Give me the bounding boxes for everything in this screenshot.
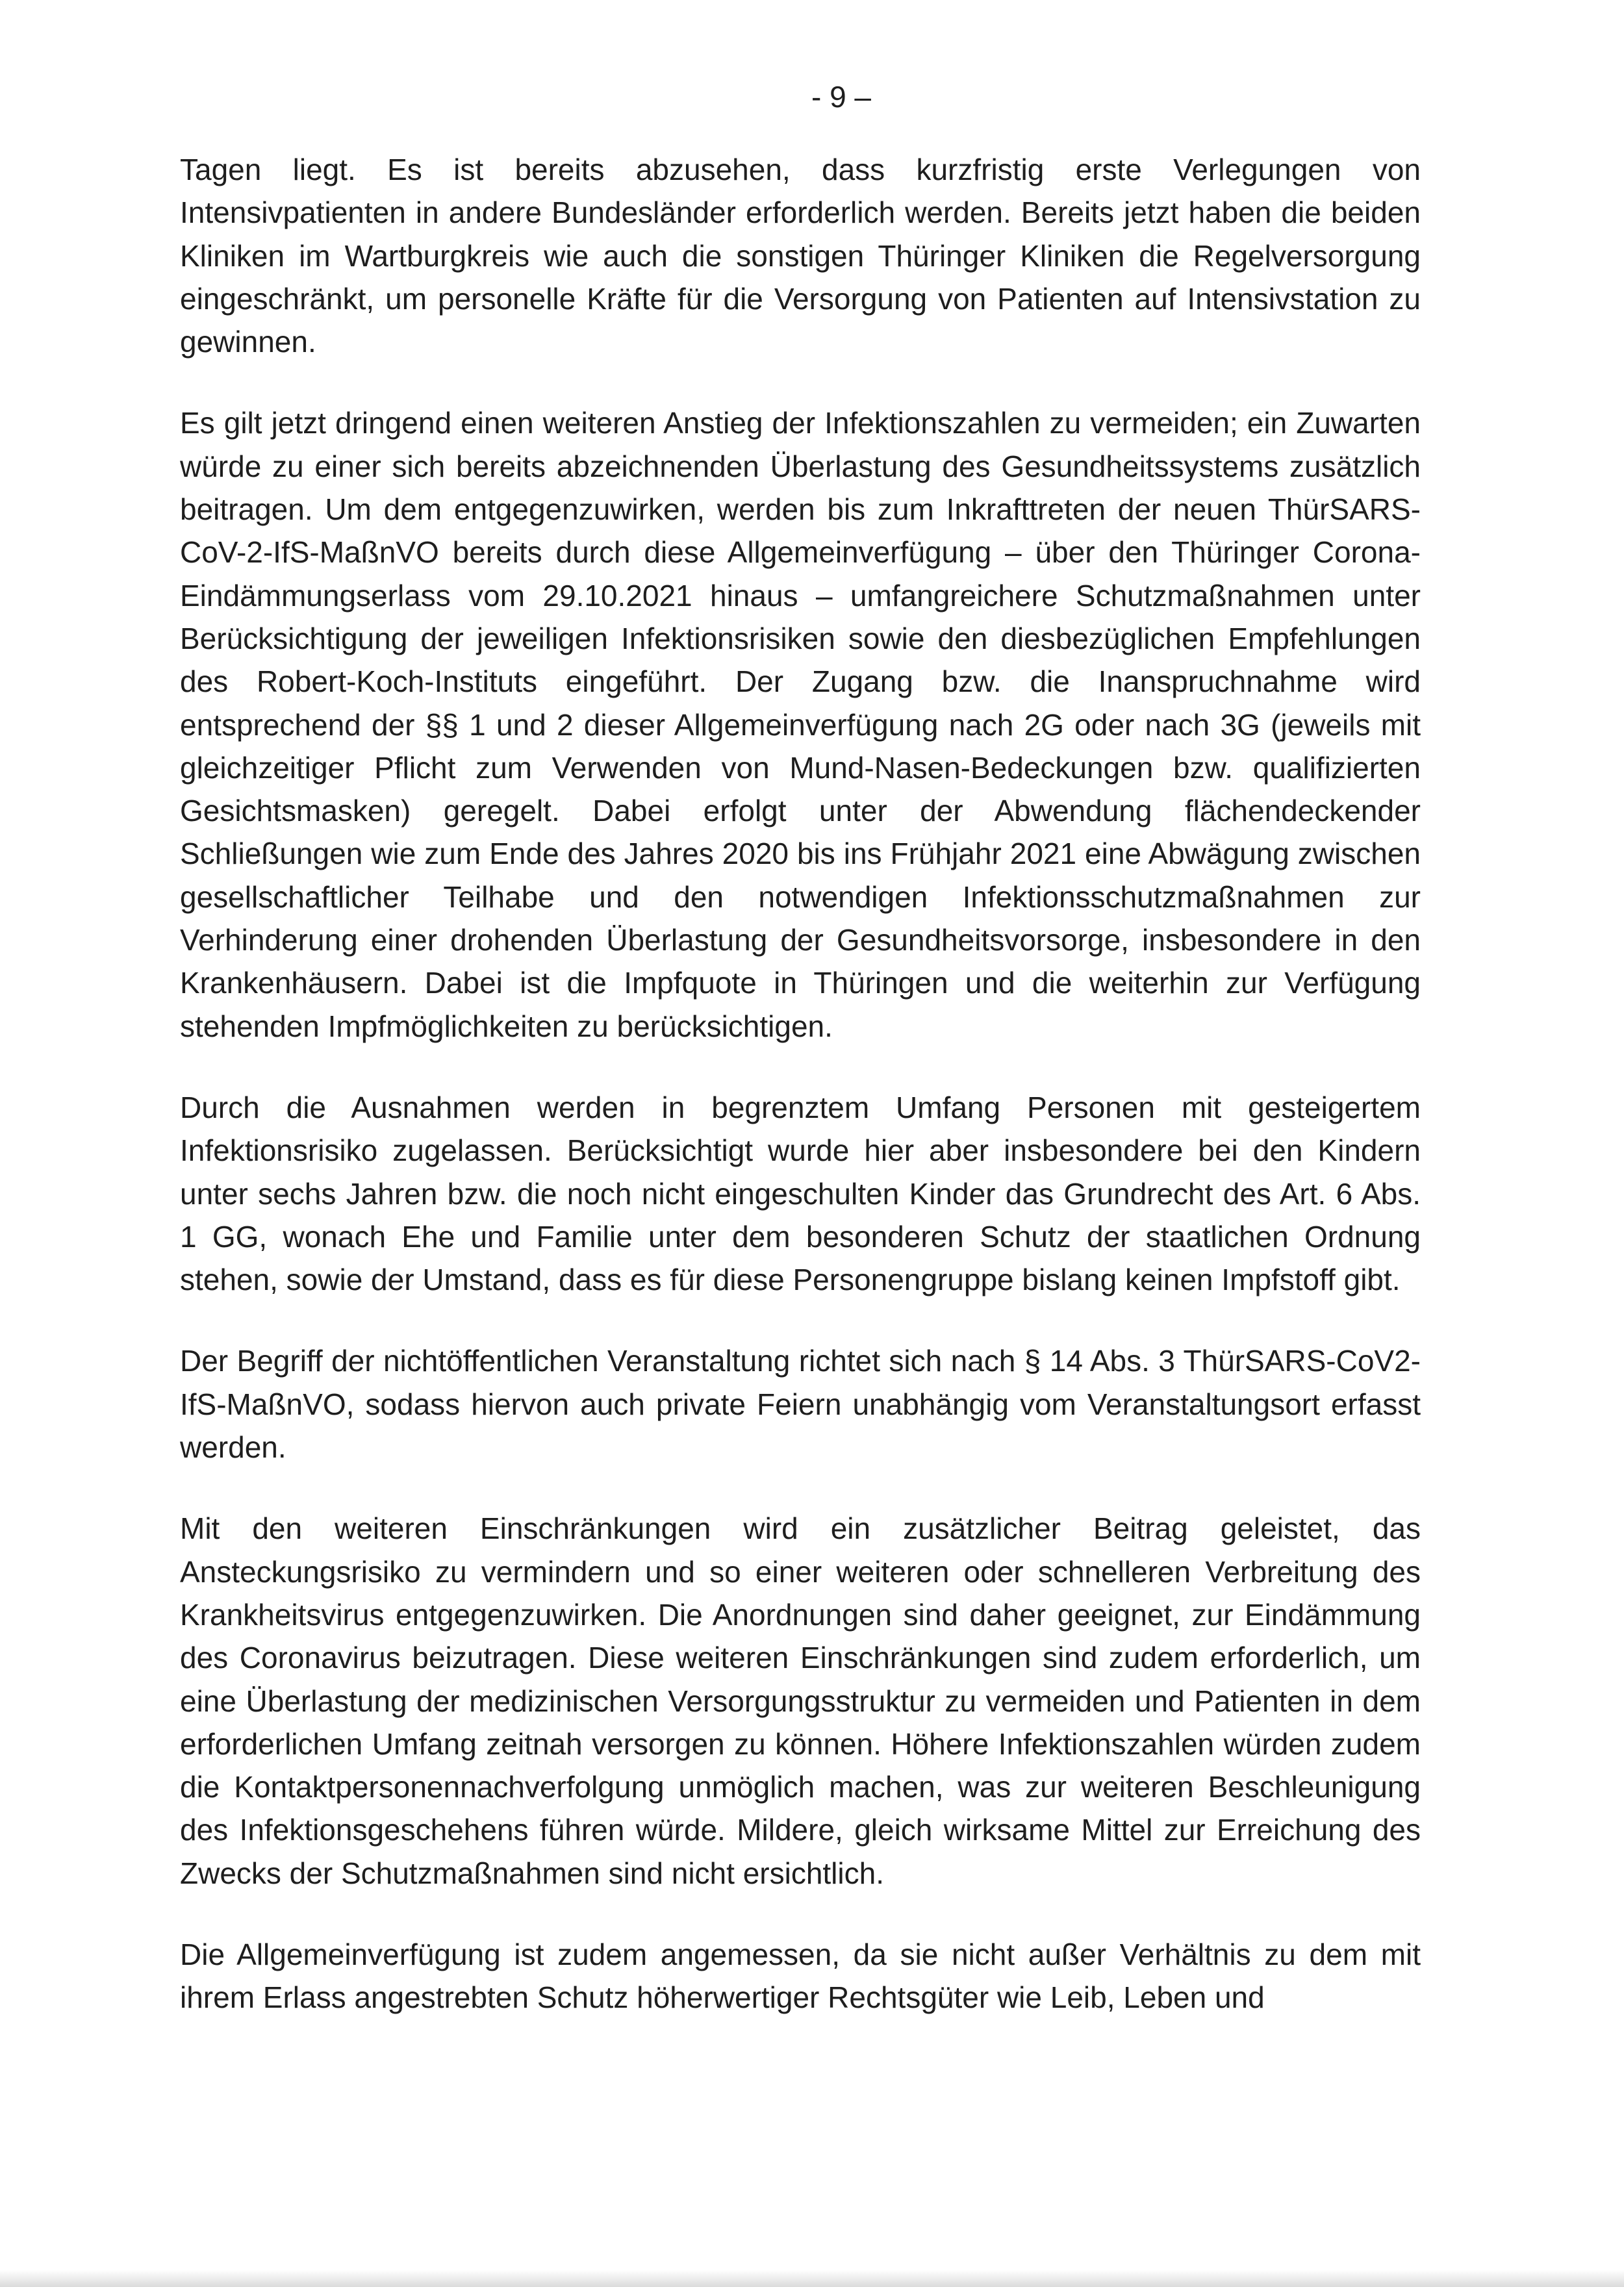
paragraph-3: Durch die Ausnahmen werden in begrenztem Umfang Personen mit gesteigertem Infektionsrisiko zugelassen. Berücksichtigt wurde hier aber insbesondere bei den Kindern unter sechs Jahren bzw. die noch nicht eingeschulten Kinder das Grundrecht des Art. 6 Abs. 1 GG, wonach Ehe und Familie unter dem besonderen Schutz der staatlichen Ordnung stehen, sowie der Umstand, dass es für diese Personengruppe bislang keinen Impfstoff gibt. [180, 1090, 1421, 1297]
paragraph-2: Es gilt jetzt dringend einen weiteren Anstieg der Infektionszahlen zu vermeiden; ein Zuwarten würde zu einer sich bereits abzeichnenden Überlastung des Gesundheitssystems zusätzlich beitragen. Um dem entgegenzuwirken, werden bis zum Inkrafttreten der neuen ThürSARS-CoV-2-IfS-MaßnVO bereits durch diese Allgemeinverfügung – über den Thüringer Corona-Eindämmungserlass vom 29.10.2021 hinaus – umfangreichere Schutzmaßnahmen unter Berücksichtigung der jeweiligen Infektionsrisiken sowie den diesbezüglichen Empfehlungen des Robert-Koch-Instituts eingeführt. Der Zugang bzw. die Inanspruchnahme wird entsprechend der §§ 1 und 2 dieser Allgemeinverfügung nach 2G oder nach 3G (jeweils mit gleichzeitiger Pflicht zum Verwenden von Mund-Nasen-Bedeckungen bzw. qualifizierten Gesichtsmasken) geregelt. Dabei erfolgt unter der Abwendung flächendeckender Schließungen wie zum Ende des Jahres 2020 bis ins Frühjahr 2021 eine Abwägung zwischen gesellschaftlicher Teilhabe und den notwendigen Infektionsschutzmaßnahmen zur Verhinderung einer drohenden Überlastung der Gesundheitsvorsorge, insbesondere in den Krankenhäusern. Dabei ist die Impfquote in Thüringen und die weiterhin zur Verfügung stehenden Impfmöglichkeiten zu berücksichtigen. [180, 406, 1421, 1043]
page-number: - 9 – [811, 80, 872, 114]
paragraph-6: Die Allgemeinverfügung ist zudem angemessen, da sie nicht außer Verhältnis zu dem mit ihrem Erlass angestrebten Schutz höherwertiger Rechtsgüter wie Leib, Leben und [180, 1937, 1421, 2015]
paragraph-4: Der Begriff der nichtöffentlichen Veranstaltung richtet sich nach § 14 Abs. 3 ThürSARS-CoV2-IfS-MaßnVO, sodass hiervon auch private Feiern unabhängig vom Veranstaltungsort erfasst werden. [180, 1344, 1421, 1465]
paragraph-5: Mit den weiteren Einschränkungen wird ein zusätzlicher Beitrag geleistet, das Ansteckungsrisiko zu vermindern und so einer weiteren oder schnelleren Verbreitung des Krankheitsvirus entgegenzuwirken. Die Anordnungen sind daher geeignet, zur Eindämmung des Coronavirus beizutragen. Diese weiteren Einschränkungen sind zudem erforderlich, um eine Überlastung der medizinischen Versorgungsstruktur zu vermeiden und Patienten in dem erforderlichen Umfang zeitnah versorgen zu können. Höhere Infektionszahlen würden zudem die Kontaktpersonennachverfolgung unmöglich machen, was zur weiteren Beschleunigung des Infektionsgeschehens führen würde. Mildere, gleich wirksame Mittel zur Erreichung des Zwecks der Schutzmaßnahmen sind nicht ersichtlich. [180, 1511, 1421, 1890]
scan-edge-shadow [0, 2270, 1624, 2287]
paragraph-1: Tagen liegt. Es ist bereits abzusehen, dass kurzfristig erste Verlegungen von Intensivpatienten in andere Bundesländer erforderlich werden. Bereits jetzt haben die beiden Kliniken im Wartburgkreis wie auch die sonstigen Thüringer Kliniken die Regelversorgung eingeschränkt, um personelle Kräfte für die Versorgung von Patienten auf Intensivstation zu gewinnen. [180, 153, 1421, 359]
document-body [180, 148, 1421, 2019]
